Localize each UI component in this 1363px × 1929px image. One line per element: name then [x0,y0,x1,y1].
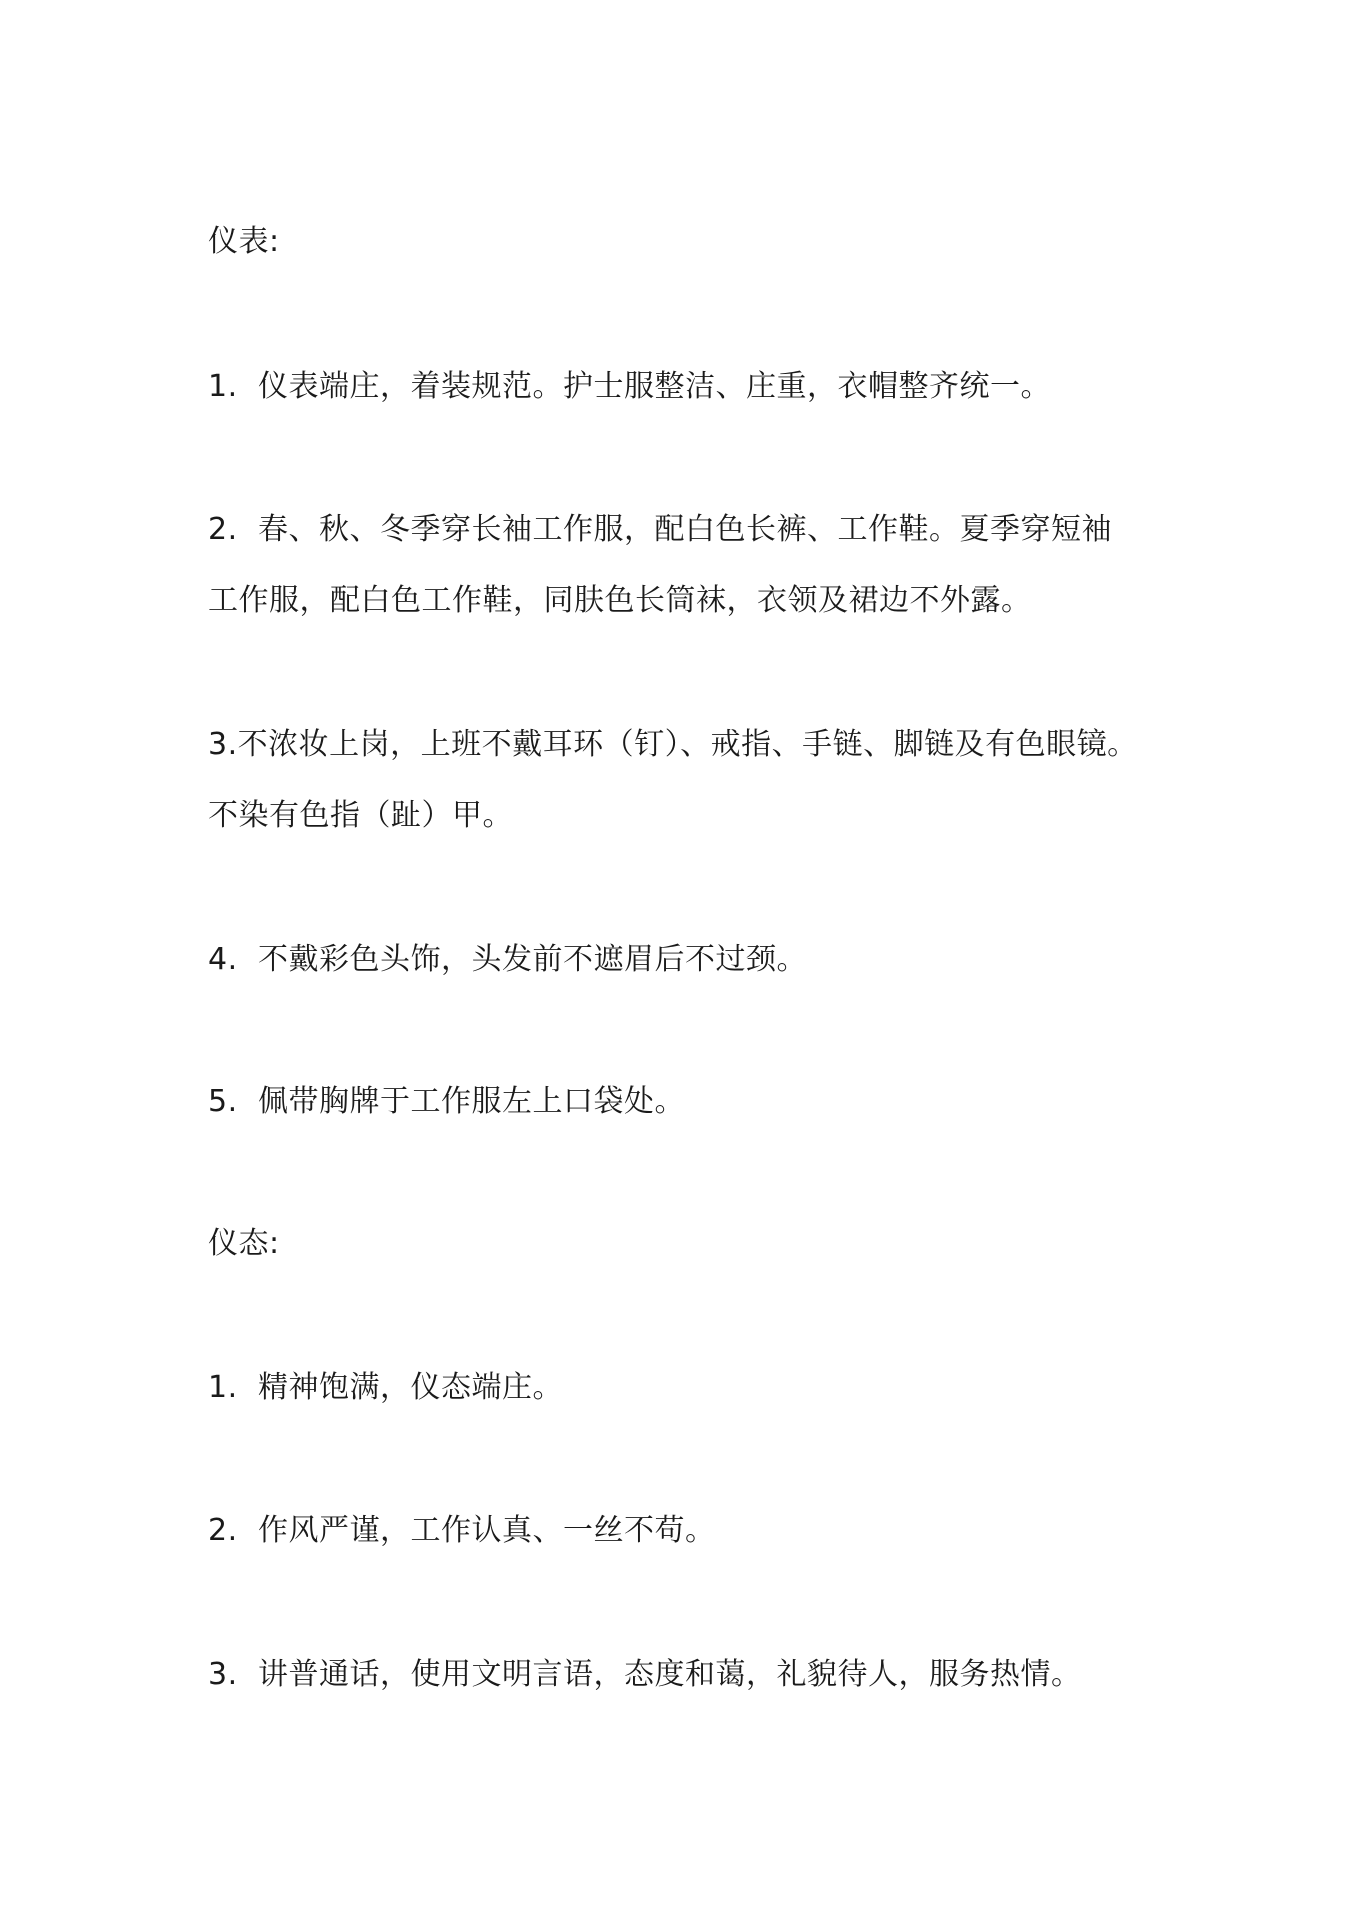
item-text: 精神饱满，仪态端庄。 [258,1370,563,1405]
item-number: 2. [208,512,238,547]
list-item [208,367,1051,407]
list-item [208,1082,685,1122]
item-number: 1. [208,1370,238,1405]
list-item [208,725,1138,765]
list-item [208,510,1112,550]
item-text: 仪表端庄，着装规范。护士服整洁、庄重，衣帽整齐统一。 [258,369,1051,404]
list-item [208,1368,563,1408]
section-heading-manner: 仪态: [208,1226,280,1261]
item-text: 作风严谨，工作认真、一丝不苟。 [258,1513,716,1548]
item-text-continuation: 工作服，配白色工作鞋，同肤色长筒袜，衣领及裙边不外露。 [208,583,1032,618]
item-text-continuation: 不染有色指（趾）甲。 [208,798,513,833]
list-item [208,1511,716,1551]
item-number: 4. [208,942,238,977]
item-text: 不浓妆上岗，上班不戴耳环（钉）、戒指、手链、脚链及有色眼镜。 [237,727,1138,762]
item-text: 佩带胸牌于工作服左上口袋处。 [258,1084,685,1119]
item-number: 3. [208,727,238,762]
item-text: 不戴彩色头饰，头发前不遮眉后不过颈。 [258,942,807,977]
list-item [208,1655,1082,1695]
item-number: 2. [208,1513,238,1548]
section-heading-appearance: 仪表: [208,224,280,259]
list-item [208,940,807,980]
item-number: 3. [208,1657,238,1692]
item-text: 讲普通话，使用文明言语，态度和蔼，礼貌待人，服务热情。 [258,1657,1082,1692]
item-number: 1. [208,369,238,404]
item-text: 春、秋、冬季穿长袖工作服，配白色长裤、工作鞋。夏季穿短袖 [258,512,1112,547]
item-number: 5. [208,1084,238,1119]
